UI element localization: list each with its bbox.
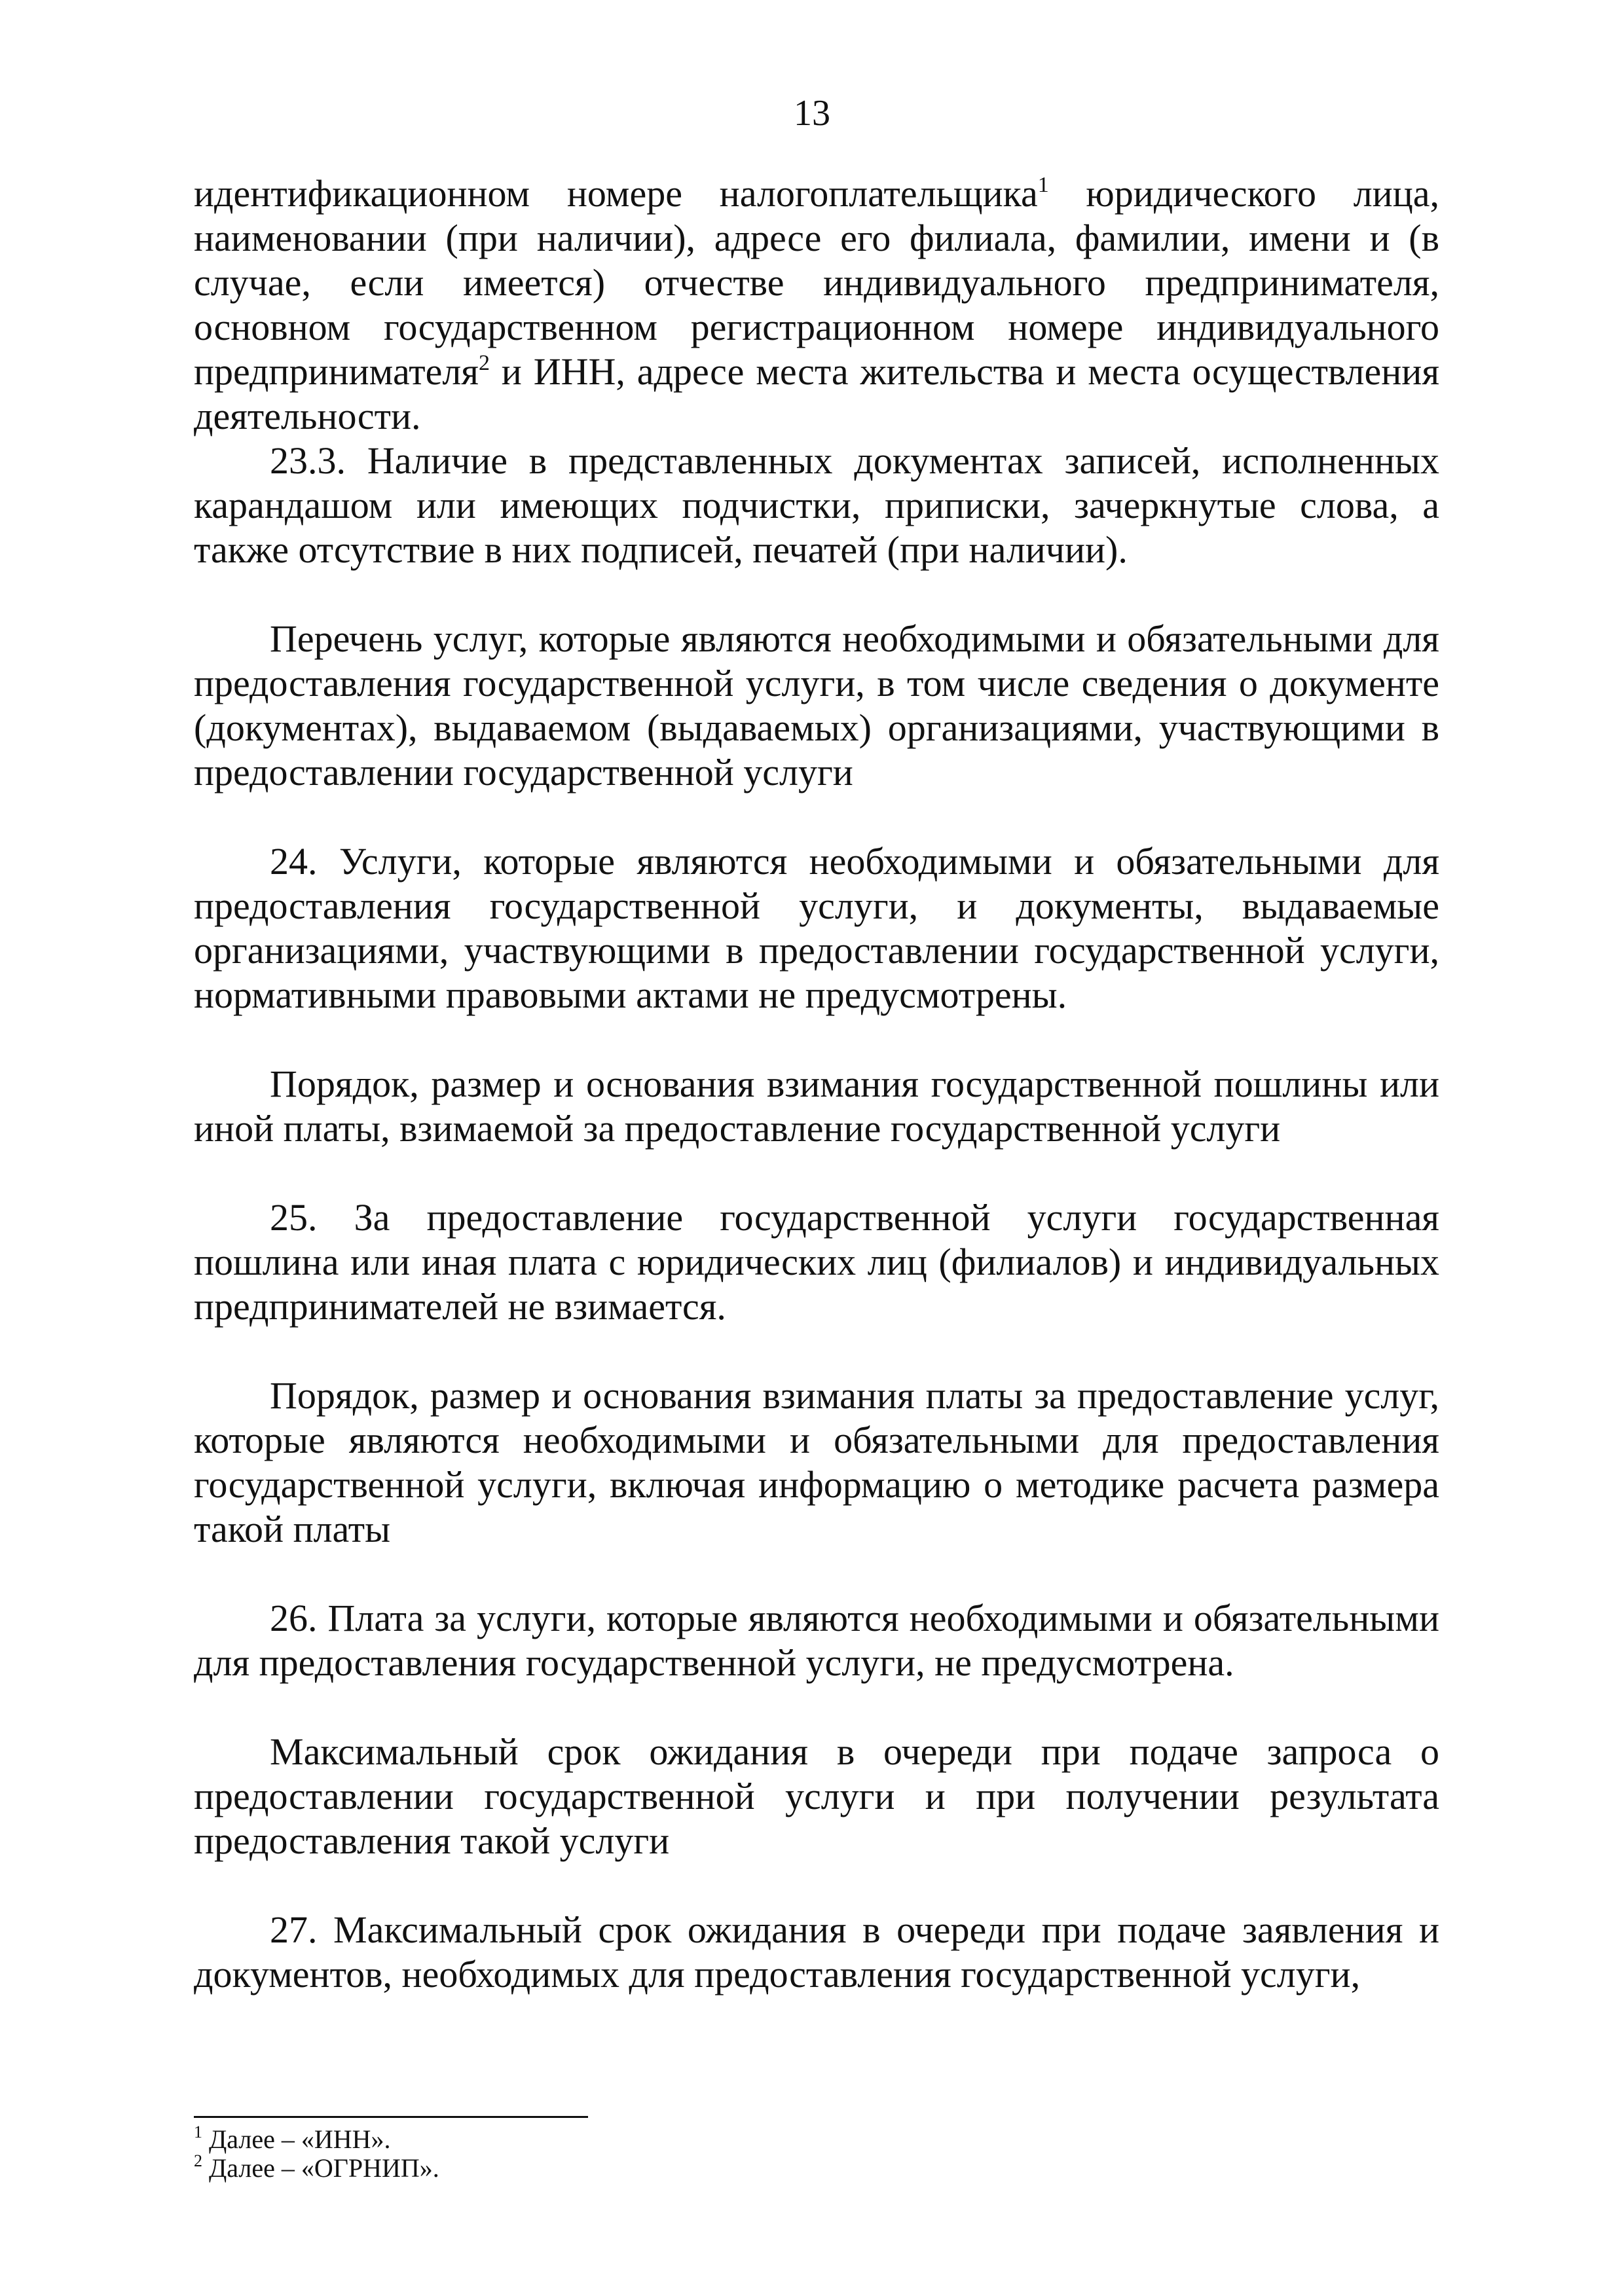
section-heading-max-wait-time: Максимальный срок ожидания в очереди при подаче запроса о предоставлении государственной услуги и при получении результата предоставления такой услуги (194, 1730, 1439, 1862)
footnote-ref-2: 2 (478, 351, 490, 375)
paragraph-text: и ИНН, адресе места жительства и места осуществления деятельности. (194, 350, 1439, 437)
paragraph-25: 25. За предоставление государственной услуги государственная пошлина или иная плата с юридических лиц (филиалов) и индивидуальных предпринимателей не взимается. (194, 1196, 1439, 1328)
footnotes (194, 2125, 1439, 2183)
section-heading-state-fee: Порядок, размер и основания взимания государственной пошлины или иной платы, взимаемой за предоставление государственной услуги (194, 1063, 1439, 1150)
section-heading-services-fee: Порядок, размер и основания взимания платы за предоставление услуг, которые являются необходимыми и обязательными для предоставления государственной услуги, включая информацию о методике расчета размера такой платы (194, 1374, 1439, 1550)
document-body (194, 172, 1439, 1997)
paragraph-26: 26. Плата за услуги, которые являются необходимыми и обязательными для предоставления государственной услуги, не предусмотрена. (194, 1597, 1439, 1684)
footnote-text: Далее – «ИНН». (202, 2124, 391, 2154)
section-heading-required-services: Перечень услуг, которые являются необходимыми и обязательными для предоставления государственной услуги, в том числе сведения о документе (документах), выдаваемом (выдаваемых) организациями, участвующими в предоставлении государственной услуги (194, 617, 1439, 793)
paragraph-text: идентификационном номере налогоплательщика (194, 172, 1038, 215)
paragraph-text: юридического лица, наименовании (при наличии), адресе его филиала, фамилии, имени и (в случае, если имеется) отчестве индивидуального предпринимателя, основном государственном регистрационном номере индивидуального предпринимателя (194, 172, 1439, 393)
paragraph-24: 24. Услуги, которые являются необходимыми и обязательными для предоставления государственной услуги, и документы, выдаваемые организациями, участвующими в предоставлении государственной услуги, нормативными правовыми актами не предусмотрены. (194, 840, 1439, 1016)
paragraph-taxpayer-details (194, 172, 1439, 439)
footnote-2 (194, 2151, 1439, 2183)
footnote-number: 2 (194, 2151, 202, 2170)
footnote-text: Далее – «ОГРНИП». (202, 2153, 439, 2183)
footnote-ref-1: 1 (1037, 173, 1049, 197)
page-number: 13 (794, 93, 830, 134)
footnote-1 (194, 2125, 1439, 2154)
paragraph-27: 27. Максимальный срок ожидания в очереди при подаче заявления и документов, необходимых для предоставления государственной услуги, (194, 1908, 1439, 1995)
footnote-divider (194, 2116, 588, 2118)
paragraph-23-3: 23.3. Наличие в представленных документах записей, исполненных карандашом или имеющих подчистки, приписки, зачеркнутые слова, а также отсутствие в них подписей, печатей (при наличии). (194, 439, 1439, 571)
footnote-number: 1 (194, 2123, 202, 2141)
